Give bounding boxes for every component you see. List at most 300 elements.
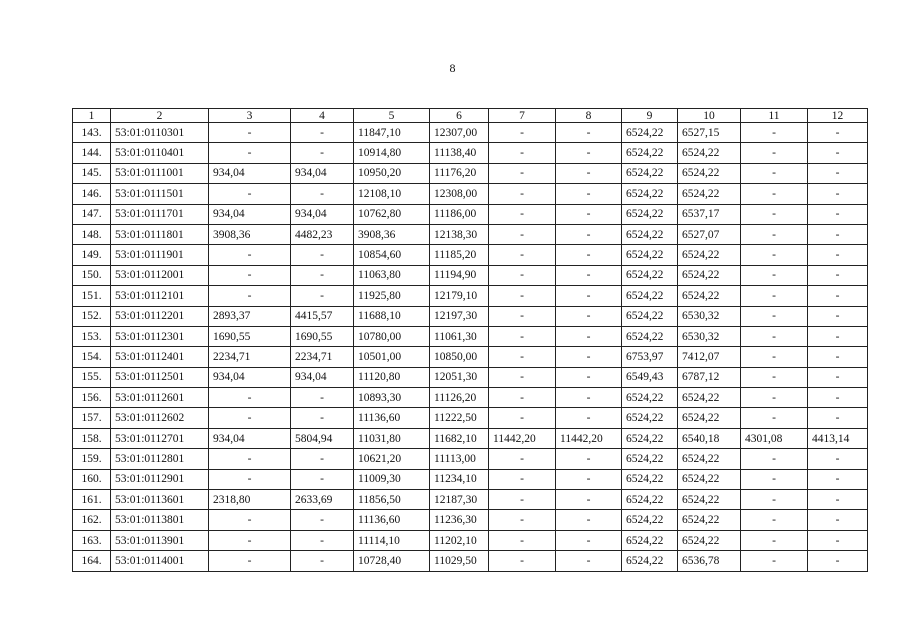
table-cell: -: [291, 184, 354, 204]
table-cell: 934,04: [209, 163, 291, 183]
table-row: [73, 306, 868, 326]
table-cell: 11442,20: [489, 428, 556, 448]
table-cell: 11236,30: [430, 510, 489, 530]
column-header-12: 12: [808, 109, 868, 123]
table-cell: 53:01:0112201: [111, 306, 209, 326]
table-cell: 53:01:0111701: [111, 204, 209, 224]
table-cell: 152.: [73, 306, 111, 326]
table-cell: -: [741, 510, 808, 530]
table-cell: 12179,10: [430, 286, 489, 306]
table-row: [73, 510, 868, 530]
table-cell: 6524,22: [622, 306, 678, 326]
table-cell: -: [556, 163, 622, 183]
table-cell: 6537,17: [678, 204, 741, 224]
table-cell: -: [741, 265, 808, 285]
table-cell: -: [556, 408, 622, 428]
table-cell: -: [489, 265, 556, 285]
table-cell: 934,04: [209, 367, 291, 387]
table-cell: -: [808, 286, 868, 306]
table-cell: -: [209, 408, 291, 428]
table-cell: -: [291, 123, 354, 143]
table-cell: 11029,50: [430, 551, 489, 571]
table-cell: 164.: [73, 551, 111, 571]
column-header-1: 1: [73, 109, 111, 123]
table-cell: -: [741, 326, 808, 346]
table-cell: -: [741, 184, 808, 204]
table-cell: -: [291, 143, 354, 163]
table-cell: -: [808, 510, 868, 530]
table-cell: -: [556, 306, 622, 326]
column-header-2: 2: [111, 109, 209, 123]
table-cell: -: [808, 367, 868, 387]
table-cell: -: [489, 123, 556, 143]
table-cell: 150.: [73, 265, 111, 285]
table-cell: 160.: [73, 469, 111, 489]
table-cell: -: [808, 143, 868, 163]
column-header-3: 3: [209, 109, 291, 123]
table-cell: 53:01:0112401: [111, 347, 209, 367]
table-cell: -: [556, 143, 622, 163]
table-row: [73, 143, 868, 163]
table-cell: 6524,22: [622, 245, 678, 265]
table-cell: 11234,10: [430, 469, 489, 489]
table-cell: -: [741, 490, 808, 510]
table-cell: 10914,80: [354, 143, 430, 163]
table-cell: 6524,22: [678, 286, 741, 306]
table-cell: 149.: [73, 245, 111, 265]
table-cell: 10762,80: [354, 204, 430, 224]
table-cell: 12187,30: [430, 490, 489, 510]
column-header-8: 8: [556, 109, 622, 123]
table-cell: -: [489, 326, 556, 346]
table-cell: 162.: [73, 510, 111, 530]
table-row: [73, 184, 868, 204]
table-cell: 6524,22: [622, 510, 678, 530]
table-cell: -: [489, 388, 556, 408]
data-table: [72, 108, 868, 572]
table-cell: -: [808, 245, 868, 265]
table-cell: 6527,15: [678, 123, 741, 143]
table-cell: -: [489, 367, 556, 387]
table-cell: 11031,80: [354, 428, 430, 448]
table-cell: 11847,10: [354, 123, 430, 143]
table-cell: 1690,55: [291, 326, 354, 346]
table-cell: 11202,10: [430, 530, 489, 550]
table-cell: -: [808, 449, 868, 469]
table-cell: 934,04: [209, 204, 291, 224]
table-cell: -: [556, 245, 622, 265]
table-cell: 11442,20: [556, 428, 622, 448]
table-cell: -: [291, 551, 354, 571]
table-cell: -: [741, 123, 808, 143]
table-cell: 7412,07: [678, 347, 741, 367]
table-cell: 6524,22: [678, 388, 741, 408]
table-cell: -: [556, 326, 622, 346]
table-cell: 6524,22: [678, 245, 741, 265]
table-cell: -: [808, 490, 868, 510]
table-cell: 53:01:0112801: [111, 449, 209, 469]
table-cell: 11120,80: [354, 367, 430, 387]
table-cell: -: [209, 245, 291, 265]
table-cell: 6530,32: [678, 326, 741, 346]
table-row: [73, 408, 868, 428]
table-cell: -: [741, 245, 808, 265]
table-cell: 53:01:0110401: [111, 143, 209, 163]
table-cell: -: [556, 449, 622, 469]
table-cell: -: [489, 510, 556, 530]
table-cell: -: [489, 469, 556, 489]
table-cell: -: [209, 184, 291, 204]
table-cell: 6524,22: [622, 530, 678, 550]
table-cell: 3908,36: [209, 224, 291, 244]
table-cell: -: [291, 265, 354, 285]
table-cell: 6524,22: [678, 143, 741, 163]
table-cell: 6527,07: [678, 224, 741, 244]
table-cell: -: [741, 367, 808, 387]
table-cell: 53:01:0112001: [111, 265, 209, 285]
table-row: [73, 469, 868, 489]
column-header-10: 10: [678, 109, 741, 123]
table-cell: 10780,00: [354, 326, 430, 346]
table-cell: -: [291, 530, 354, 550]
table-cell: -: [556, 367, 622, 387]
table-cell: -: [209, 286, 291, 306]
table-cell: 934,04: [291, 367, 354, 387]
table-cell: -: [209, 530, 291, 550]
table-cell: 10854,60: [354, 245, 430, 265]
table-cell: -: [556, 469, 622, 489]
table-cell: 11113,00: [430, 449, 489, 469]
table-cell: 157.: [73, 408, 111, 428]
table-cell: 155.: [73, 367, 111, 387]
table-cell: 53:01:0113801: [111, 510, 209, 530]
table-cell: -: [741, 408, 808, 428]
table-cell: 153.: [73, 326, 111, 346]
table-cell: 6524,22: [678, 530, 741, 550]
table-cell: -: [209, 388, 291, 408]
table-row: [73, 388, 868, 408]
table-row: [73, 204, 868, 224]
table-cell: 53:01:0114001: [111, 551, 209, 571]
table-cell: -: [489, 224, 556, 244]
table-row: [73, 286, 868, 306]
table-cell: 11186,00: [430, 204, 489, 224]
table-cell: -: [741, 449, 808, 469]
table-cell: 934,04: [291, 163, 354, 183]
table-cell: 151.: [73, 286, 111, 306]
table-cell: -: [489, 163, 556, 183]
table-cell: 11138,40: [430, 143, 489, 163]
table-row: [73, 551, 868, 571]
table-cell: 144.: [73, 143, 111, 163]
table-cell: 4415,57: [291, 306, 354, 326]
table-cell: -: [489, 449, 556, 469]
table-cell: 6524,22: [622, 265, 678, 285]
table-cell: 2318,80: [209, 490, 291, 510]
table-cell: 53:01:0112501: [111, 367, 209, 387]
table-cell: 53:01:0111501: [111, 184, 209, 204]
table-row: [73, 367, 868, 387]
table-cell: 53:01:0111001: [111, 163, 209, 183]
table-cell: -: [741, 306, 808, 326]
table-cell: -: [556, 510, 622, 530]
column-header-6: 6: [430, 109, 489, 123]
table-cell: 6524,22: [622, 326, 678, 346]
table-cell: 145.: [73, 163, 111, 183]
table-cell: 6524,22: [678, 265, 741, 285]
table-cell: -: [209, 265, 291, 285]
table-cell: -: [556, 388, 622, 408]
table-cell: 6524,22: [622, 286, 678, 306]
table-cell: 6540,18: [678, 428, 741, 448]
table-cell: 11136,60: [354, 408, 430, 428]
table-row: [73, 449, 868, 469]
table-cell: 11856,50: [354, 490, 430, 510]
table-cell: 10950,20: [354, 163, 430, 183]
table-row: [73, 224, 868, 244]
table-cell: -: [741, 204, 808, 224]
table-cell: 53:01:0111901: [111, 245, 209, 265]
table-cell: -: [741, 143, 808, 163]
table-cell: -: [556, 286, 622, 306]
table-row: [73, 490, 868, 510]
table-cell: 11222,50: [430, 408, 489, 428]
table-cell: 6524,22: [678, 184, 741, 204]
table-cell: 11194,90: [430, 265, 489, 285]
table-cell: 6524,22: [622, 184, 678, 204]
table-cell: -: [489, 530, 556, 550]
table-cell: -: [291, 388, 354, 408]
table-cell: -: [741, 469, 808, 489]
column-header-5: 5: [354, 109, 430, 123]
table-cell: -: [291, 245, 354, 265]
table-cell: 12138,30: [430, 224, 489, 244]
table-cell: -: [291, 510, 354, 530]
table-cell: 10621,20: [354, 449, 430, 469]
table-cell: -: [489, 551, 556, 571]
table-cell: 10893,30: [354, 388, 430, 408]
table-cell: -: [489, 490, 556, 510]
table-cell: 934,04: [209, 428, 291, 448]
table-cell: 11682,10: [430, 428, 489, 448]
table-cell: -: [808, 530, 868, 550]
table-cell: -: [489, 408, 556, 428]
table-cell: 53:01:0112701: [111, 428, 209, 448]
table-cell: -: [556, 347, 622, 367]
table-cell: 6524,22: [622, 163, 678, 183]
table-cell: 6536,78: [678, 551, 741, 571]
table-cell: -: [209, 449, 291, 469]
table-cell: -: [808, 224, 868, 244]
table-cell: 2234,71: [291, 347, 354, 367]
table-cell: 4301,08: [741, 428, 808, 448]
table-cell: 10728,40: [354, 551, 430, 571]
table-row: [73, 428, 868, 448]
table-cell: -: [808, 184, 868, 204]
table-cell: 6753,97: [622, 347, 678, 367]
table-cell: -: [209, 551, 291, 571]
table-cell: -: [808, 408, 868, 428]
table-cell: 6524,22: [622, 428, 678, 448]
table-cell: 10850,00: [430, 347, 489, 367]
table-cell: 1690,55: [209, 326, 291, 346]
table-cell: 10501,00: [354, 347, 430, 367]
table-cell: 53:01:0112301: [111, 326, 209, 346]
table-cell: 11061,30: [430, 326, 489, 346]
table-cell: -: [808, 551, 868, 571]
table-header-row: [73, 109, 868, 123]
table-cell: -: [808, 306, 868, 326]
table-cell: -: [741, 551, 808, 571]
table-cell: 158.: [73, 428, 111, 448]
table-row: [73, 265, 868, 285]
table-cell: 12307,00: [430, 123, 489, 143]
table-cell: 6524,22: [622, 490, 678, 510]
table-cell: 147.: [73, 204, 111, 224]
table-cell: 3908,36: [354, 224, 430, 244]
table-cell: 53:01:0113601: [111, 490, 209, 510]
table-cell: -: [489, 286, 556, 306]
table-cell: 12051,30: [430, 367, 489, 387]
table-cell: 6524,22: [678, 408, 741, 428]
table-cell: 53:01:0112601: [111, 388, 209, 408]
table-cell: -: [489, 184, 556, 204]
table-cell: 4413,14: [808, 428, 868, 448]
table-cell: 6530,32: [678, 306, 741, 326]
table-cell: -: [291, 408, 354, 428]
table-body: [73, 123, 868, 572]
table-cell: -: [489, 306, 556, 326]
table-cell: -: [808, 388, 868, 408]
table-cell: -: [489, 143, 556, 163]
table-cell: 6524,22: [622, 224, 678, 244]
table-cell: 6524,22: [678, 449, 741, 469]
table-cell: -: [808, 204, 868, 224]
table-cell: -: [741, 224, 808, 244]
table-cell: 53:01:0110301: [111, 123, 209, 143]
table-cell: 6524,22: [622, 123, 678, 143]
table-cell: -: [556, 204, 622, 224]
table-cell: 53:01:0113901: [111, 530, 209, 550]
table-cell: -: [556, 184, 622, 204]
table-cell: 148.: [73, 224, 111, 244]
table-cell: -: [209, 469, 291, 489]
table-cell: -: [741, 347, 808, 367]
table-cell: 5804,94: [291, 428, 354, 448]
table-cell: 159.: [73, 449, 111, 469]
table-cell: -: [556, 224, 622, 244]
table-cell: 6524,22: [622, 204, 678, 224]
table-cell: -: [808, 123, 868, 143]
table-cell: -: [556, 265, 622, 285]
table-cell: 143.: [73, 123, 111, 143]
table-cell: 163.: [73, 530, 111, 550]
table-cell: -: [741, 388, 808, 408]
table-cell: -: [741, 163, 808, 183]
table-cell: -: [209, 143, 291, 163]
table-cell: -: [741, 286, 808, 306]
table-cell: 53:01:0112101: [111, 286, 209, 306]
table-cell: 12108,10: [354, 184, 430, 204]
table-cell: 53:01:0111801: [111, 224, 209, 244]
table-cell: 6524,22: [622, 551, 678, 571]
table-cell: 6524,22: [678, 510, 741, 530]
table-cell: 6524,22: [622, 388, 678, 408]
table-row: [73, 347, 868, 367]
table-cell: 53:01:0112602: [111, 408, 209, 428]
table-cell: -: [291, 469, 354, 489]
table-cell: 11185,20: [430, 245, 489, 265]
table-cell: 4482,23: [291, 224, 354, 244]
table-cell: -: [808, 469, 868, 489]
table-cell: 6524,22: [678, 163, 741, 183]
table-cell: 2633,69: [291, 490, 354, 510]
table-cell: 11688,10: [354, 306, 430, 326]
table-cell: 934,04: [291, 204, 354, 224]
table-cell: 11176,20: [430, 163, 489, 183]
table-cell: -: [808, 347, 868, 367]
table-cell: -: [741, 530, 808, 550]
table-cell: 11063,80: [354, 265, 430, 285]
table-cell: 6524,22: [678, 490, 741, 510]
table-cell: 6787,12: [678, 367, 741, 387]
table-cell: 6524,22: [678, 469, 741, 489]
table-cell: 6524,22: [622, 408, 678, 428]
table-cell: -: [808, 326, 868, 346]
table-cell: 6524,22: [622, 143, 678, 163]
table-cell: 11009,30: [354, 469, 430, 489]
table-cell: -: [808, 265, 868, 285]
table-cell: -: [556, 490, 622, 510]
table-cell: 2234,71: [209, 347, 291, 367]
table-row: [73, 530, 868, 550]
table-cell: -: [489, 204, 556, 224]
table-cell: 2893,37: [209, 306, 291, 326]
table-cell: 11126,20: [430, 388, 489, 408]
table-cell: -: [291, 286, 354, 306]
page-number: 8: [449, 61, 456, 75]
table-cell: -: [808, 163, 868, 183]
table-cell: 156.: [73, 388, 111, 408]
table-cell: 11136,60: [354, 510, 430, 530]
table-cell: 161.: [73, 490, 111, 510]
table-cell: -: [489, 245, 556, 265]
column-header-11: 11: [741, 109, 808, 123]
table-cell: -: [556, 530, 622, 550]
table-cell: -: [209, 123, 291, 143]
table-row: [73, 326, 868, 346]
table-cell: 6524,22: [622, 449, 678, 469]
table-cell: -: [556, 551, 622, 571]
table-row: [73, 245, 868, 265]
table-cell: -: [489, 347, 556, 367]
column-header-7: 7: [489, 109, 556, 123]
table-cell: 53:01:0112901: [111, 469, 209, 489]
table-cell: 146.: [73, 184, 111, 204]
table-row: [73, 163, 868, 183]
column-header-9: 9: [622, 109, 678, 123]
table-cell: 12197,30: [430, 306, 489, 326]
table-row: [73, 123, 868, 143]
table-cell: 11925,80: [354, 286, 430, 306]
table-cell: 11114,10: [354, 530, 430, 550]
table-cell: -: [556, 123, 622, 143]
column-header-4: 4: [291, 109, 354, 123]
table-cell: 154.: [73, 347, 111, 367]
table-cell: -: [291, 449, 354, 469]
table-cell: 6524,22: [622, 469, 678, 489]
table-cell: -: [209, 510, 291, 530]
